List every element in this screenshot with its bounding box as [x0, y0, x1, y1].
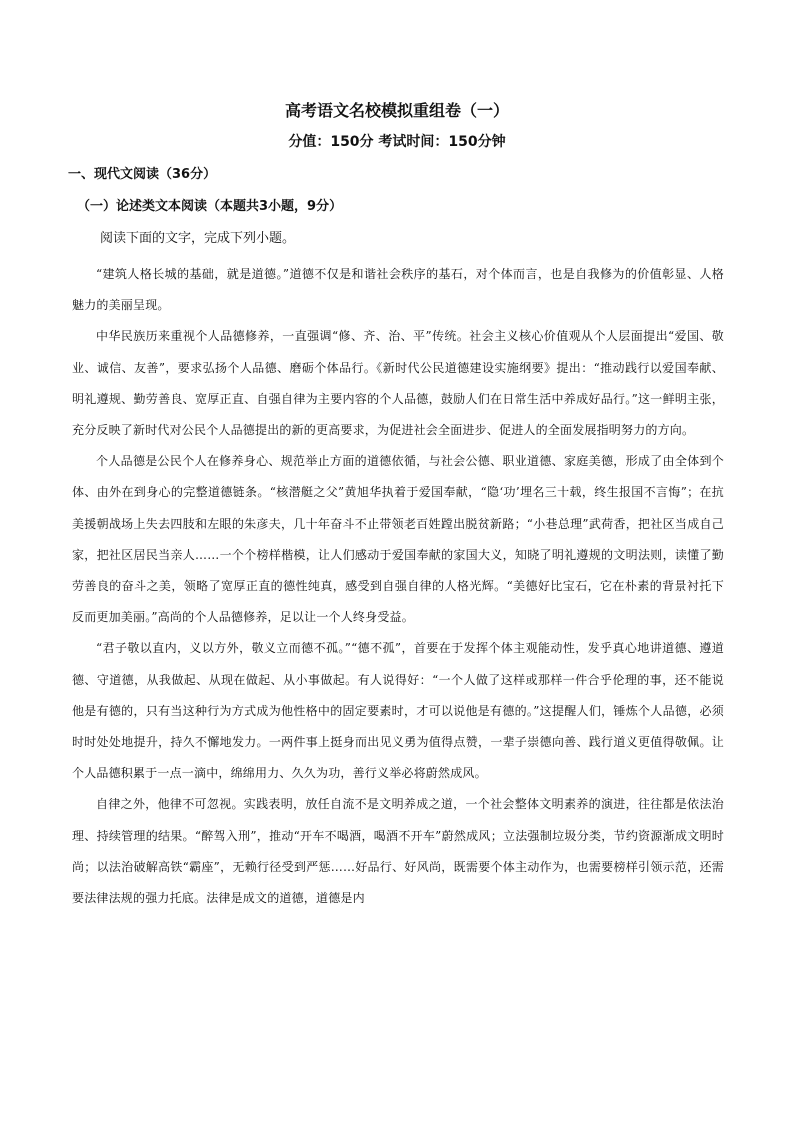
paragraph-1: “建筑人格长城的基础，就是道德。”道德不仅是和谐社会秩序的基石，对个体而言，也是自我修为的价值彰显、人格魅力的美丽呈现。	[72, 267, 724, 313]
paragraph-4: “君子敬以直内，义以方外，敬义立而德不孤。”“德不孤”，首要在于发挥个体主观能动性，发乎真心地讲道德、遵道德、守道德，从我做起、从现在做起、从小事做起。有人说得好：“一个人做了这样或那样一件合乎伦理的事，还不能说他是有德的，只有当这种行为方式成为他性格中的固定要素时，才可以说他是有德的。”这提醒人们，锤炼个人品德，必须时时处处地提升，持久不懈地发力。一两件事上挺身而出见义勇为值得点赞，一辈子崇德向善、践行道义更值得敬佩。让个人品德积累于一点一滴中，绵绵用力、久久为功，善行义举必将蔚然成风。	[72, 641, 724, 781]
paragraph-3: 个人品德是公民个人在修养身心、规范举止方面的道德依循，与社会公德、职业道德、家庭美德，形成了由全体到个体、由外在到身心的完整道德链条。“核潜艇之父”黄旭华执着于爱国奉献，“隐‘功’埋名三十载，终生报国不言悔”；在抗美援朝战场上失去四肢和左眼的朱彦夫，几十年奋斗不止带领老百姓蹚出脱贫新路；“小巷总理”武荷香，把社区当成自己家，把社区居民当亲人……一个个榜样楷模，让人们感动于爱国奉献的家国大义，知晓了明礼遵规的文明法则，读懂了勤劳善良的奋斗之美，领略了宽厚正直的德性纯真，感受到自强自律的人格光辉。“美德好比宝石，它在朴素的背景衬托下反而更加美丽。”高尚的个人品德修养，足以让一个人终身受益。	[72, 454, 724, 625]
passage-body	[72, 259, 724, 914]
page-title: 高考语文名校模拟重组卷（一）	[284, 101, 509, 120]
section-heading: 一、现代文阅读（36分）	[68, 167, 217, 182]
reading-instruction: 阅读下面的文字，完成下列小题。	[100, 231, 296, 246]
subsection-heading: （一）论述类文本阅读（本题共3小题，9分）	[77, 199, 343, 214]
exam-info: 分值：150分 考试时间：150分钟	[288, 134, 506, 150]
paragraph-5: 自律之外，他律不可忽视。实践表明，放任自流不是文明养成之道，一个社会整体文明素养的演进，往往都是依法治理、持续管理的结果。“醉驾入刑”，推动“开车不喝酒，喝酒不开车”蔚然成风；立法强制垃圾分类，节约资源渐成文明时尚；以法治破解高铁“霸座”，无赖行径受到严惩……好品行、好风尚，既需要个体主动作为，也需要榜样引领示范，还需要法律法规的强力托底。法律是成文的道德，道德是内	[72, 797, 724, 906]
paragraph-2: 中华民族历来重视个人品德修养，一直强调“修、齐、治、平”传统。社会主义核心价值观从个人层面提出“爱国、敬业、诚信、友善”，要求弘扬个人品德、磨砺个体品行。《新时代公民道德建设实施纲要》提出：“推动践行以爱国奉献、明礼遵规、勤劳善良、宽厚正直、自强自律为主要内容的个人品德，鼓励人们在日常生活中养成好品行。”这一鲜明主张，充分反映了新时代对公民个人品德提出的新的更高要求，为促进社会全面进步、促进人的全面发展指明努力的方向。	[72, 329, 724, 438]
